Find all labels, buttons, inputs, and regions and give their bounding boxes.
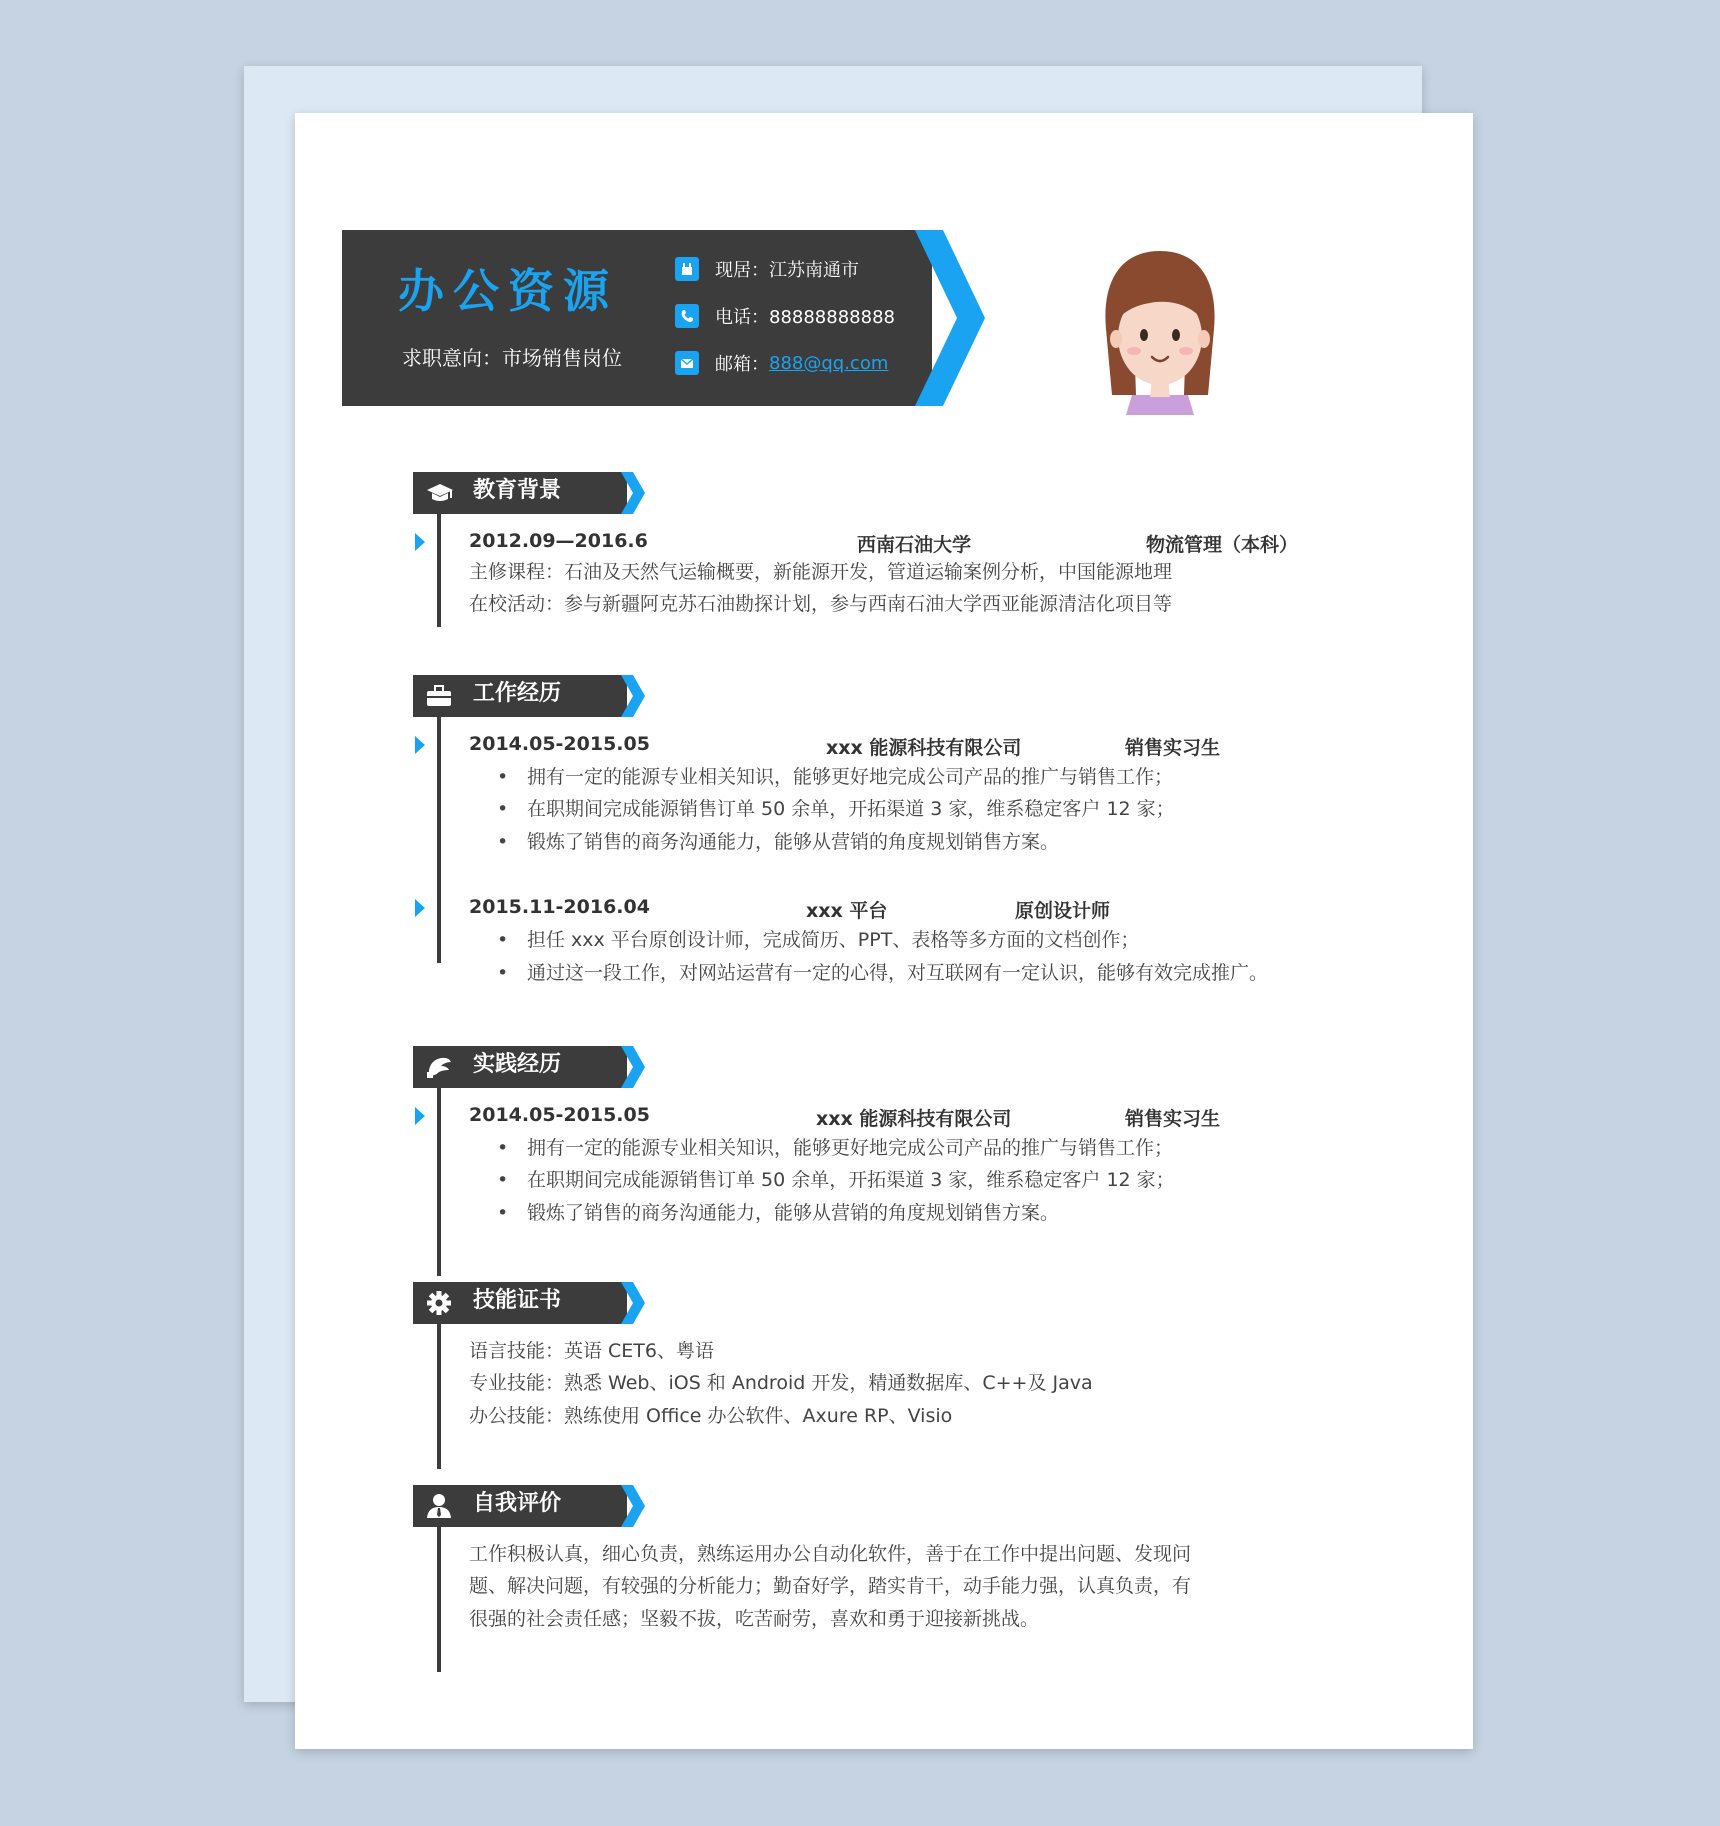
work-date: 2015.11-2016.04 <box>469 896 650 918</box>
list-item: • 锻炼了销售的商务沟通能力，能够从营销的角度规划销售方案。 <box>497 831 1060 853</box>
practice-role: 销售实习生 <box>1125 1108 1221 1130</box>
work-timeline <box>437 717 441 963</box>
work-entry-head <box>469 733 1329 757</box>
practice-timeline <box>437 1088 441 1276</box>
email-label: 邮箱： <box>715 354 769 375</box>
self-eval-line: 题、解决问题，有较强的分析能力；勤奋好学，踏实肯干，动手能力强，认真负责，有 <box>469 1575 1192 1597</box>
gear-icon <box>425 1290 453 1316</box>
list-item: • 拥有一定的能源专业相关知识，能够更好地完成公司产品的推广与销售工作； <box>497 1137 1174 1159</box>
education-courses: 主修课程：石油及天然气运输概要，新能源开发，管道运输案例分析，中国能源地理 <box>469 561 1173 583</box>
list-item: • 在职期间完成能源销售订单 50 余单，开拓渠道 3 家，维系稳定客户 12 家； <box>497 798 1175 820</box>
house-icon <box>675 257 699 281</box>
education-timeline <box>437 514 441 627</box>
work-company: xxx 能源科技有限公司 <box>826 737 1022 759</box>
education-date: 2012.09—2016.6 <box>469 530 648 552</box>
work-title: 工作经历 <box>473 681 562 706</box>
education-heading <box>413 472 643 514</box>
envelope-icon <box>675 351 699 375</box>
list-item: • 锻炼了销售的商务沟通能力，能够从营销的角度规划销售方案。 <box>497 1202 1060 1224</box>
self-eval-timeline <box>437 1527 441 1672</box>
self-eval-line: 工作积极认真，细心负责，熟练运用办公自动化软件，善于在工作中提出问题、发现问 <box>469 1543 1192 1565</box>
timeline-marker <box>415 899 425 917</box>
header-chevron <box>915 230 995 406</box>
list-item: • 担任 xxx 平台原创设计师，完成简历、PPT、表格等多方面的文档创作； <box>497 929 1140 951</box>
skill-office: 办公技能：熟练使用 Office 办公软件、Axure RP、Visio <box>469 1405 953 1427</box>
avatar <box>1090 245 1230 415</box>
job-objective: 求职意向：市场销售岗位 <box>402 346 622 370</box>
person-icon <box>425 1493 453 1519</box>
phone-icon <box>675 304 699 328</box>
resume-page <box>295 113 1473 1749</box>
practice-date: 2014.05-2015.05 <box>469 1104 650 1126</box>
timeline-marker <box>415 533 425 551</box>
education-entry-head <box>469 530 1329 554</box>
list-item: • 通过这一段工作，对网站运营有一定的心得，对互联网有一定认识，能够有效完成推广。 <box>497 962 1269 984</box>
work-entry-head <box>469 896 1329 920</box>
education-title: 教育背景 <box>473 478 562 503</box>
skills-heading <box>413 1282 643 1324</box>
contact-email <box>675 349 888 377</box>
self-eval-heading <box>413 1485 643 1527</box>
phone-text: 电话：88888888888 <box>715 307 895 328</box>
work-role: 原创设计师 <box>1015 900 1111 922</box>
skill-language: 语言技能：英语 CET6、粤语 <box>469 1340 715 1362</box>
briefcase-icon <box>425 683 453 709</box>
skill-professional: 专业技能：熟悉 Web、iOS 和 Android 开发，精通数据库、C++及 Java <box>469 1372 1093 1394</box>
self-eval-title: 自我评价 <box>473 1491 562 1516</box>
graduation-cap-icon <box>425 480 453 506</box>
list-item: • 拥有一定的能源专业相关知识，能够更好地完成公司产品的推广与销售工作； <box>497 766 1174 788</box>
education-activities: 在校活动：参与新疆阿克苏石油勘探计划，参与西南石油大学西亚能源清洁化项目等 <box>469 593 1173 615</box>
education-major: 物流管理（本科） <box>1146 534 1299 556</box>
practice-heading <box>413 1046 643 1088</box>
hand-icon <box>425 1054 453 1080</box>
practice-entry-head <box>469 1104 1329 1128</box>
timeline-marker <box>415 736 425 754</box>
work-heading <box>413 675 643 717</box>
work-company: xxx 平台 <box>806 900 888 922</box>
email-link[interactable]: 888@qq.com <box>769 352 889 374</box>
education-school: 西南石油大学 <box>857 534 972 556</box>
work-date: 2014.05-2015.05 <box>469 733 650 755</box>
timeline-marker <box>415 1107 425 1125</box>
list-item: • 在职期间完成能源销售订单 50 余单，开拓渠道 3 家，维系稳定客户 12 家； <box>497 1169 1175 1191</box>
self-eval-line: 很强的社会责任感；坚毅不拔，吃苦耐劳，喜欢和勇于迎接新挑战。 <box>469 1608 1040 1630</box>
skills-title: 技能证书 <box>473 1288 562 1313</box>
work-role: 销售实习生 <box>1125 737 1221 759</box>
practice-title: 实践经历 <box>473 1052 562 1077</box>
resume-name: 办公资源 <box>398 264 618 318</box>
contact-phone <box>675 302 895 330</box>
header-banner <box>342 230 932 406</box>
practice-company: xxx 能源科技有限公司 <box>816 1108 1012 1130</box>
contact-residence <box>675 255 859 283</box>
residence-text: 现居：江苏南通市 <box>715 260 859 281</box>
skills-timeline <box>437 1324 441 1469</box>
